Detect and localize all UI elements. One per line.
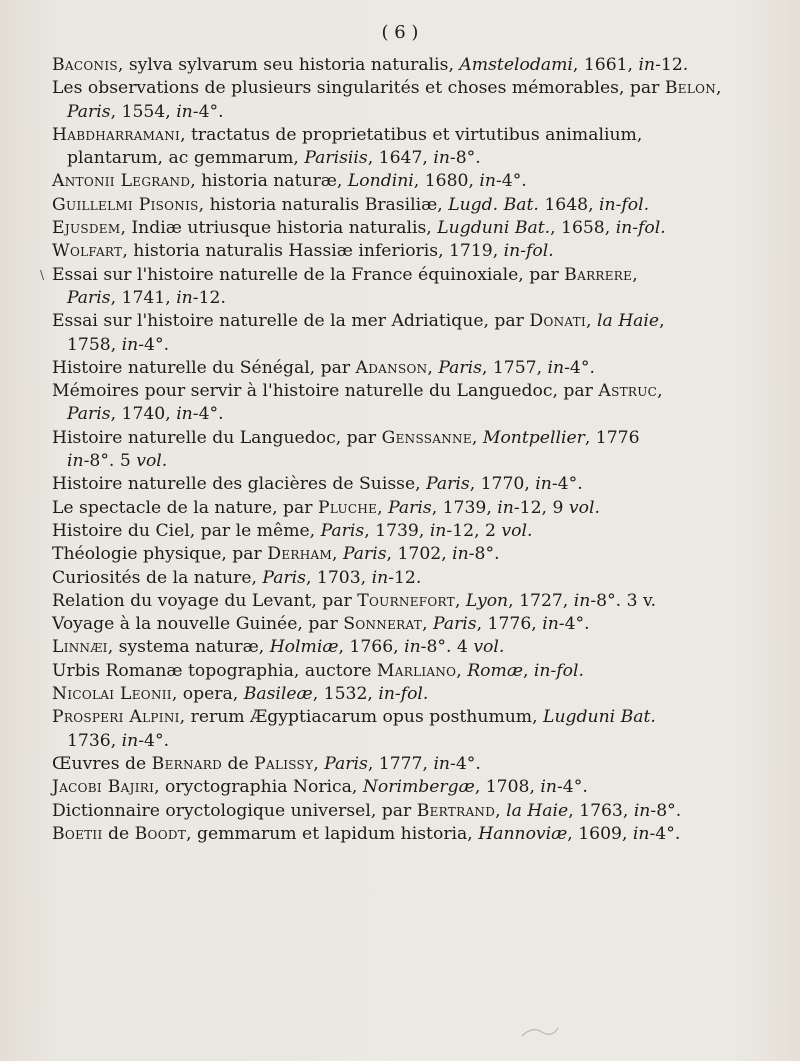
entry-line: [52, 613, 772, 636]
italic-text: in: [638, 55, 656, 75]
entry-line: [52, 520, 772, 543]
entry-text: ,: [427, 357, 439, 378]
author-name: Antonii Legrand: [52, 171, 191, 192]
entry-text: , historia naturæ,: [190, 171, 348, 192]
entry-text: 1736,: [67, 730, 122, 751]
entry-text: -4°.: [192, 101, 224, 122]
entry-text: -8°.: [449, 148, 481, 169]
entry-line: [52, 357, 772, 380]
bibliography-entry: [52, 427, 772, 474]
entry-text: -12, 2: [446, 520, 502, 541]
entry-text: -4°.: [450, 753, 481, 774]
entry-text: , 1680,: [413, 171, 480, 192]
entry-text: , 1776: [584, 427, 640, 448]
entry-text: , 1727,: [508, 590, 574, 611]
margin-mark: \: [40, 267, 45, 282]
entry-text: Dictionnaire oryctologique universel, par: [52, 800, 417, 821]
entry-text: -4°.: [138, 730, 170, 751]
author-name: Linnæi: [52, 637, 108, 658]
bibliography-entry: [52, 543, 772, 566]
italic-text: Lyon: [465, 590, 509, 611]
italic-text: in: [121, 334, 139, 355]
italic-text: Paris: [388, 497, 432, 518]
entry-text: , 1763,: [568, 800, 634, 821]
entry-text: -4°.: [551, 474, 583, 495]
bibliography-entry: [52, 194, 772, 217]
entry-text: Le spectacle de la nature, par: [52, 497, 318, 518]
entry-text: -4°.: [558, 614, 590, 635]
entry-text: de: [102, 823, 135, 844]
author-name: Jacobi Bajiri: [52, 777, 155, 798]
entry-text: Relation du voyage du Levant, par: [52, 590, 358, 611]
italic-text: in: [547, 357, 565, 378]
entry-text: -4°.: [564, 357, 595, 378]
author-name: Pluche: [317, 497, 378, 518]
entry-text: , 1661,: [572, 55, 639, 75]
entry-text: Mémoires pour servir à l'histoire naturelle du Languedoc, par: [52, 381, 599, 402]
bibliography-entry: [52, 170, 772, 193]
entry-text: , gemmarum et lapidum historia,: [186, 823, 479, 844]
italic-text: in: [433, 148, 450, 169]
entry-text: Histoire naturelle du Sénégal, par: [52, 357, 356, 378]
entry-line: [52, 776, 772, 799]
bibliography-entry: [52, 776, 772, 799]
author-name: Guillelmi Pisonis: [52, 194, 199, 215]
author-name: Habdharramani: [52, 124, 181, 145]
italic-text: Paris: [426, 474, 470, 495]
entry-text: -4°.: [557, 777, 588, 798]
italic-text: Paris: [67, 101, 111, 122]
entry-continuation-line: [52, 450, 772, 473]
entry-text: , 1766,: [338, 637, 405, 658]
author-name: Wolfart: [52, 241, 123, 262]
entry-continuation-line: [52, 101, 772, 124]
italic-text: Montpellier: [482, 427, 585, 448]
entry-text: -8°.: [468, 544, 500, 565]
bibliography-entry: [52, 217, 772, 240]
entry-text: ,: [659, 311, 665, 332]
entry-text: ,: [471, 427, 483, 448]
entry-line: [52, 753, 772, 776]
italic-text: in: [573, 590, 591, 611]
entry-line: [52, 636, 772, 659]
entry-text: , rerum Ægyptiacarum opus posthumum,: [179, 707, 544, 728]
italic-text: in: [452, 544, 469, 565]
entry-line: [52, 567, 772, 590]
entry-text: , sylva sylvarum seu historia naturalis,: [117, 55, 460, 75]
entry-text: , oryctographia Norica,: [154, 777, 363, 798]
author-name: Bertrand: [416, 800, 496, 821]
entry-line: [52, 217, 772, 240]
entry-line: [52, 427, 772, 450]
italic-text: in: [433, 753, 451, 774]
italic-text: in: [633, 800, 651, 821]
entry-text: , 1739,: [431, 497, 498, 518]
entry-line: [52, 497, 772, 520]
italic-text: Paris: [67, 404, 111, 425]
entry-text: , 1740,: [110, 404, 177, 425]
italic-text: Norimbergæ: [362, 777, 475, 798]
italic-text: in-fol.: [378, 684, 429, 705]
bibliography-entry: [52, 54, 772, 77]
author-name: Baconis: [52, 55, 118, 75]
author-name: Palissy: [254, 753, 314, 774]
bibliography-entry: [52, 497, 772, 520]
italic-text: in: [535, 474, 552, 495]
entry-text: -8°. 5: [83, 451, 137, 472]
entry-text: -4°.: [649, 823, 681, 844]
author-name: Donati: [529, 311, 587, 332]
author-name: Boetii: [52, 823, 103, 844]
italic-text: vol.: [473, 637, 505, 658]
italic-text: Holmiæ: [269, 637, 339, 658]
author-name: Belon: [664, 78, 717, 99]
entry-text: ,: [454, 590, 466, 611]
italic-text: in-fol.: [615, 218, 666, 239]
entry-line: [52, 543, 772, 566]
entry-text: Voyage à la nouvelle Guinée, par: [52, 614, 344, 635]
entry-text: 1758,: [67, 334, 122, 355]
entry-continuation-line: [52, 730, 772, 753]
italic-text: in: [121, 730, 139, 751]
entry-text: -8°. 3 v.: [590, 590, 657, 611]
italic-text: in: [404, 637, 421, 658]
italic-text: Parisiis: [304, 148, 368, 169]
italic-text: Hannoviæ: [478, 823, 568, 844]
entry-text: , 1741,: [110, 287, 177, 308]
bibliography-entry: [52, 310, 772, 357]
entry-text: , opera,: [171, 684, 244, 705]
author-name: Prosperi Alpini: [52, 707, 180, 728]
bibliography-entry: [40, 264, 772, 311]
italic-text: in: [497, 497, 514, 518]
entry-text: ,: [657, 381, 663, 402]
bibliography-entry: [52, 590, 772, 613]
entry-line: [52, 124, 772, 147]
entry-text: , tractatus de proprietatibus et virtutibus animalium,: [180, 124, 643, 145]
bibliography-entry: [52, 77, 772, 124]
entry-text: Essai sur l'histoire naturelle de la mer Adriatique, par: [52, 311, 530, 332]
entry-line: [52, 473, 772, 496]
entry-text: , 1770,: [469, 474, 536, 495]
entry-text: -8°.: [650, 800, 682, 821]
italic-text: Paris: [324, 753, 368, 774]
italic-text: in: [176, 287, 193, 308]
entry-line: [52, 706, 772, 729]
entry-text: de: [222, 753, 255, 774]
entry-continuation-line: [52, 287, 772, 310]
author-name: Derham: [267, 544, 333, 565]
entry-text: plantarum, ac gemmarum,: [67, 148, 305, 169]
paper-stain: [520, 1020, 560, 1040]
entry-text: Les observations de plusieurs singularités et choses mémorables, par: [52, 78, 665, 99]
entry-text: , systema naturæ,: [107, 637, 270, 658]
entry-continuation-line: [52, 403, 772, 426]
italic-text: Lugduni Bat.: [543, 707, 656, 728]
italic-text: in-fol.: [503, 241, 554, 262]
entry-text: ,: [456, 660, 468, 681]
entry-continuation-line: [52, 147, 772, 170]
entry-text: Théologie physique, par: [52, 544, 268, 565]
entry-text: 1648,: [538, 194, 599, 215]
entry-text: Urbis Romanæ topographia, auctore: [52, 660, 377, 681]
italic-text: Paris: [342, 544, 387, 565]
entry-text: , 1776,: [476, 614, 543, 635]
bibliography-entry: [52, 683, 772, 706]
bibliography-entry: [52, 124, 772, 171]
entry-text: , 1702,: [386, 544, 453, 565]
entry-text: ,: [313, 753, 325, 774]
italic-text: in: [176, 404, 193, 425]
italic-text: Paris: [67, 287, 111, 308]
entry-text: -12.: [655, 55, 689, 75]
entry-text: -12.: [192, 287, 226, 308]
italic-text: Paris: [438, 357, 482, 378]
entry-text: , 1703,: [306, 567, 372, 588]
entry-text: , 1609,: [567, 823, 633, 844]
italic-text: in-fol.: [533, 660, 584, 681]
italic-text: Paris: [262, 567, 306, 588]
author-name: Bernard: [151, 753, 222, 774]
italic-text: in: [632, 823, 650, 844]
entry-text: , 1554,: [110, 101, 177, 122]
italic-text: Lugd. Bat.: [448, 194, 539, 215]
entry-text: , Indiæ utriusque historia naturalis,: [120, 218, 438, 239]
entry-text: Histoire naturelle des glacières de Suisse,: [52, 474, 427, 495]
bibliography-entry: [52, 636, 772, 659]
italic-text: la Haie: [596, 311, 660, 332]
entry-line: [52, 823, 772, 846]
bibliography-entry: [52, 380, 772, 427]
author-name: Genssanne: [381, 427, 472, 448]
italic-text: vol.: [136, 451, 168, 472]
author-name: Marliano: [376, 660, 457, 681]
entry-text: ,: [422, 614, 434, 635]
bibliography-entry: [52, 800, 772, 823]
bibliography-entry: [52, 520, 772, 543]
author-name: Astruc: [598, 381, 658, 402]
entry-text: ,: [586, 311, 597, 332]
italic-text: in-fol.: [599, 194, 650, 215]
entry-text: -12, 9: [513, 497, 569, 518]
entry-line: [52, 683, 772, 706]
bibliography-entry: [52, 473, 772, 496]
entry-text: Œuvres de: [52, 753, 152, 774]
italic-text: Romæ: [467, 660, 523, 681]
entry-line: [52, 264, 772, 287]
entry-line: [52, 800, 772, 823]
entry-line: [52, 660, 772, 683]
entry-text: , 1532,: [312, 684, 379, 705]
italic-text: in: [176, 101, 193, 122]
italic-text: vol.: [501, 520, 533, 541]
italic-text: vol.: [568, 497, 600, 518]
entry-text: ,: [332, 544, 343, 565]
bibliography-entry: [52, 660, 772, 683]
italic-text: Lugduni Bat.: [437, 218, 551, 239]
bibliography-entry: [52, 567, 772, 590]
author-name: Ejusdem: [52, 218, 121, 239]
italic-text: Paris: [433, 614, 477, 635]
bibliography-entry: [52, 240, 772, 263]
author-name: Barrere: [564, 264, 633, 285]
entry-line: [52, 194, 772, 217]
bibliography-entry: [52, 753, 772, 776]
bibliography-list: [40, 54, 772, 846]
entry-text: , historia naturalis Brasiliæ,: [198, 194, 449, 215]
entry-text: Histoire du Ciel, par le même,: [52, 520, 321, 541]
author-name: Nicolai Leonii: [52, 684, 172, 705]
entry-line: [52, 590, 772, 613]
italic-text: in: [479, 171, 496, 192]
bibliography-entry: [52, 613, 772, 636]
entry-text: , 1757,: [481, 357, 548, 378]
author-name: Tournefort: [357, 590, 455, 611]
entry-text: Essai sur l'histoire naturelle de la France équinoxiale, par: [52, 264, 565, 285]
entry-text: -4°.: [495, 171, 527, 192]
entry-text: ,: [632, 264, 638, 285]
entry-text: -8°. 4: [420, 637, 474, 658]
italic-text: in: [542, 614, 559, 635]
italic-text: in: [540, 777, 557, 798]
entry-line: [52, 380, 772, 403]
italic-text: in: [67, 451, 84, 472]
entry-text: -4°.: [192, 404, 224, 425]
entry-text: , historia naturalis Hassiæ inferioris, 1719,: [122, 241, 504, 262]
author-name: Boodt: [134, 823, 187, 844]
entry-text: , 1777,: [367, 753, 434, 774]
entry-line: [52, 310, 772, 333]
entry-text: , 1739,: [364, 520, 430, 541]
entry-text: Histoire naturelle du Languedoc, par: [52, 427, 382, 448]
italic-text: Amstelodami: [459, 55, 573, 75]
entry-text: ,: [716, 78, 722, 99]
italic-text: Londini: [347, 171, 414, 192]
entry-text: Curiosités de la nature,: [52, 567, 263, 588]
entry-line: [52, 170, 772, 193]
bibliography-entry: [52, 706, 772, 753]
bibliography-entry: [52, 357, 772, 380]
entry-line: [52, 240, 772, 263]
entry-text: , 1658,: [550, 218, 616, 239]
entry-text: ,: [522, 660, 534, 681]
page-number: ( 6 ): [381, 22, 419, 43]
italic-text: in: [371, 567, 389, 588]
entry-text: -4°.: [138, 334, 170, 355]
entry-line: [52, 54, 772, 77]
italic-text: la Haie: [506, 800, 569, 821]
entry-continuation-line: [52, 334, 772, 357]
entry-text: ,: [377, 497, 389, 518]
author-name: Adanson: [355, 357, 428, 378]
bibliography-entry: [52, 823, 772, 846]
entry-line: [52, 77, 772, 100]
entry-text: -12.: [388, 567, 422, 588]
entry-text: , 1647,: [367, 148, 434, 169]
italic-text: Basileæ: [243, 684, 313, 705]
italic-text: in: [429, 520, 447, 541]
italic-text: Paris: [320, 520, 365, 541]
author-name: Sonnerat: [343, 614, 423, 635]
entry-text: , 1708,: [474, 777, 541, 798]
entry-text: ,: [495, 800, 507, 821]
